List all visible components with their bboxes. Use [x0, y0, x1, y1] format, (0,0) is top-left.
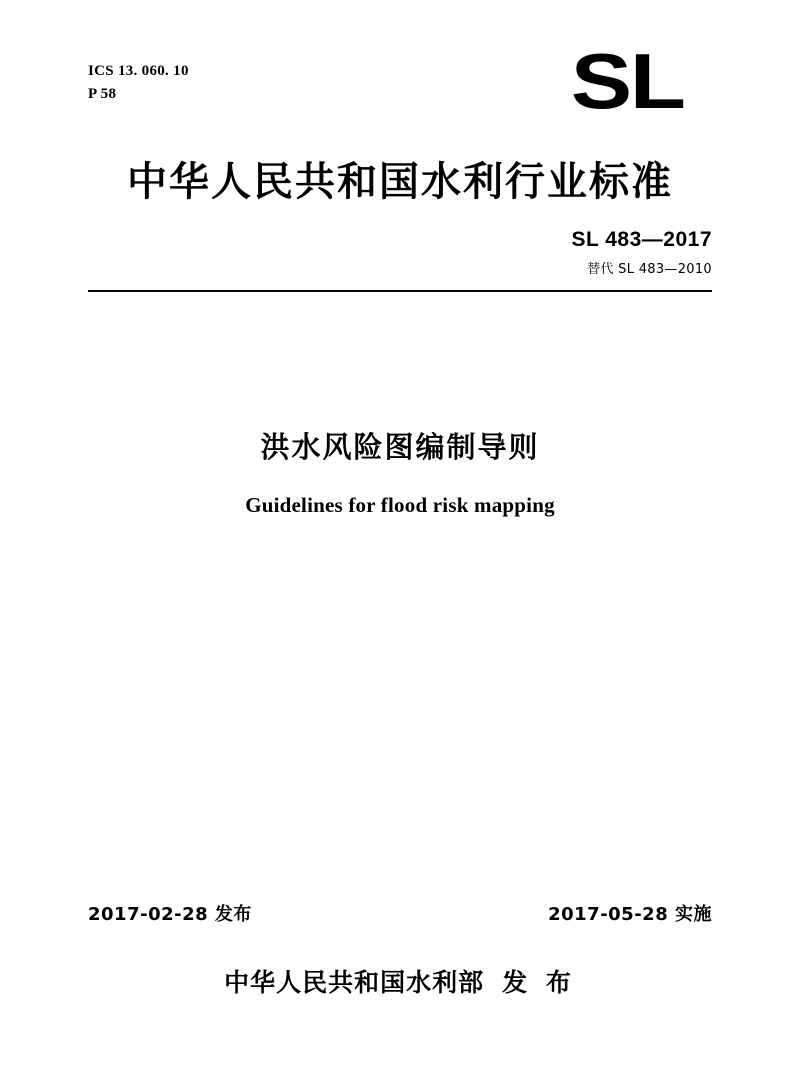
publisher-name: 中华人民共和国水利部 — [224, 968, 485, 997]
effective-date: 2017-05-28 实施 — [548, 904, 712, 925]
standard-replaces: 替代 SL 483—2010 — [587, 262, 712, 277]
publisher-verb: 发 布 — [502, 968, 576, 997]
standard-number: SL 483—2017 — [571, 228, 712, 251]
ics-code: ICS 13. 060. 10 — [88, 63, 189, 79]
issue-date: 2017-02-28 发布 — [88, 904, 252, 925]
dates-row — [88, 900, 712, 926]
document-title-chinese: 洪水风险图编制导则 — [260, 430, 540, 464]
sl-logo: SL — [571, 37, 684, 125]
header-divider — [88, 290, 712, 292]
cover-header — [88, 37, 712, 125]
classification-code: P 58 — [88, 85, 117, 102]
standard-number-block — [571, 228, 712, 277]
publisher-line — [0, 963, 800, 999]
ics-classification-block — [88, 60, 189, 105]
document-title-english: Guidelines for flood risk mapping — [245, 493, 555, 517]
issuer-standard-title: 中华人民共和国水利行业标准 — [127, 159, 673, 205]
